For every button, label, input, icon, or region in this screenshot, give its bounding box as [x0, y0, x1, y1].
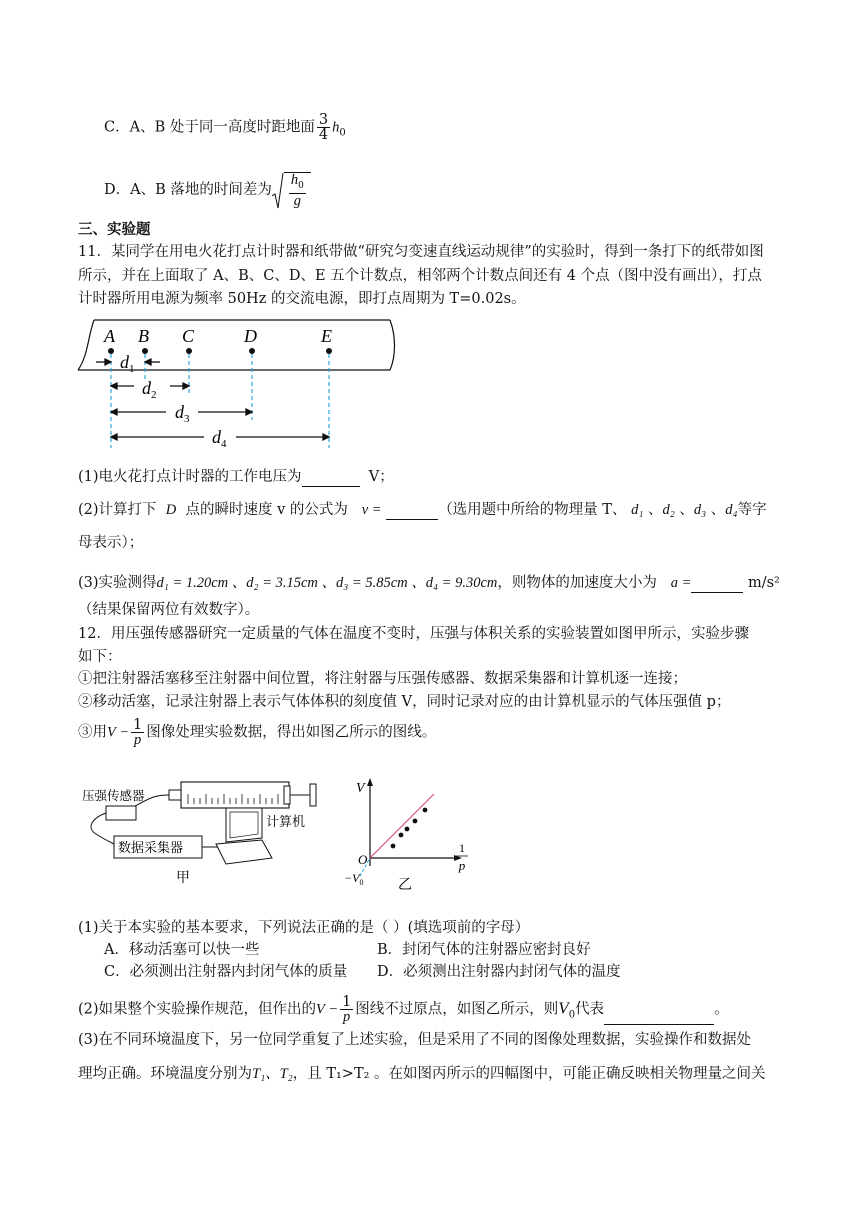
option-c: C．A、B 处于同一高度时距地面 $\frac{3}{4}$ $h_0$	[104, 112, 346, 143]
q11-line1: 11．某同学在用电火花打点计时器和纸带做“研究匀变速直线运动规律”的实验时，得到一条打下的纸带如图	[78, 244, 764, 260]
apparatus-figure-jia	[76, 778, 326, 886]
q11-sub2-line2: 母表示）；	[78, 535, 144, 551]
label-data-collector: 数据采集器	[118, 840, 184, 855]
axis-label-v: V	[356, 781, 365, 796]
q11-line3: 计时器所用电源为频率 50Hz 的交流电源，即打点周期为 T=0.02s。	[78, 291, 526, 307]
q12-sub1: (1)关于本实验的基本要求，下列说法正确的是（ ）(填选项前的字母）	[78, 920, 530, 936]
q12-sub3-line2: 理均正确。环境温度分别为T₁、T₂，且 T₁>T₂ 。在如图丙所示的四幅图中，可能正确反映相关物理量之间关	[78, 1066, 766, 1082]
q12-option-c[interactable]: C．必须测出注射器内封闭气体的质量	[104, 964, 348, 980]
option-d: D．A、B 落地的时间差为 $\frac{h_0}{g}$	[104, 172, 311, 208]
sqrt-expression: $\frac{h_0}{g}$	[272, 172, 311, 208]
label-b: B	[138, 326, 149, 346]
label-pressure-sensor: 压强传感器	[82, 789, 145, 803]
q11-sub3-line2: （结果保留两位有效数字）。	[78, 602, 260, 618]
label-a: A	[104, 326, 115, 346]
point-e	[326, 348, 332, 354]
section-title: 三、实验题	[78, 222, 151, 238]
q11-line2: 所示，并在上面取了 A、B、C、D、E 五个计数点，相邻两个计数点间还有 4 个点（图中没有画出），打点	[78, 268, 762, 284]
label-d2: $d_2$	[142, 378, 157, 401]
q12-option-d[interactable]: D．必须测出注射器内封闭气体的温度	[377, 964, 621, 980]
caption-yi: 乙	[398, 878, 412, 892]
q11-sub3: (3)实验测得d₁ = 1.20cm 、d₂ = 3.15cm 、d₃ = 5.85cm 、d₄ = 9.30cm，则物体的加速度大小为 a = m/s²	[78, 575, 780, 591]
q12-step2: ②移动活塞，记录注射器上表示气体体积的刻度值 V，同时记录对应的由计算机显示的气体压强值 p；	[78, 694, 731, 710]
point-a	[108, 348, 114, 354]
answer-blank-v0[interactable]	[604, 1024, 714, 1025]
answer-blank-acceleration[interactable]	[691, 592, 743, 593]
q11-sub2: (2)计算打下 D 点的瞬时速度 v 的公式为 v = （选用题中所给的物理量 T、 d₁ 、d₂ 、d₃ 、d₄等字	[78, 502, 767, 518]
label-d: D	[244, 326, 257, 346]
caption-jia: 甲	[176, 871, 190, 886]
label-d3: $d_3$	[175, 402, 190, 425]
label-d4: $d_4$	[212, 427, 227, 450]
label-computer: 计算机	[266, 814, 306, 829]
q12-sub3-line1: (3)在不同环境温度下，另一位同学重复了上述实验，但是采用了不同的图像处理数据，实验操作和数据处	[78, 1032, 752, 1048]
paper-tape-figure	[74, 316, 404, 451]
point-d	[249, 348, 255, 354]
q12-line1: 12．用压强传感器研究一定质量的气体在温度不变时，压强与体积关系的实验装置如图甲所示，实验步骤	[78, 626, 749, 642]
data-points	[391, 808, 428, 849]
label-e: E	[321, 326, 332, 346]
q12-step3: ③用V − $\frac{1}{p}$ 图像处理实验数据，得出如图乙所示的图线。	[78, 717, 437, 748]
fraction-three-quarters: $\frac{3}{4}$	[318, 112, 329, 143]
answer-blank-velocity[interactable]	[386, 519, 438, 520]
q12-step1: ①把注射器活塞移至注射器中间位置，将注射器与压强传感器、数据采集器和计算机逐一连接；	[78, 671, 687, 687]
graph-figure-yi	[340, 772, 480, 892]
point-c	[186, 348, 192, 354]
q12-option-a[interactable]: A．移动活塞可以快一些	[104, 942, 260, 958]
q12-option-b[interactable]: B．封闭气体的注射器应密封良好	[377, 942, 591, 958]
q12-sub2: (2)如果整个实验操作规范，但作出的V − $\frac{1}{p}$ 图线不过原点，如图乙所示，则$V_0$代表 。	[78, 994, 729, 1025]
label-c: C	[182, 326, 195, 346]
axis-label-p-den: p	[458, 858, 466, 873]
point-b	[142, 348, 148, 354]
axis-label-p-num: 1	[459, 841, 465, 855]
label-d1: $d_1$	[120, 352, 135, 375]
tape-points	[108, 348, 332, 354]
q12-line2: 如下：	[78, 649, 122, 665]
answer-blank-voltage[interactable]	[302, 486, 360, 487]
label-neg-v0: $-V_0$	[344, 871, 364, 887]
origin-label: O	[358, 852, 368, 867]
q11-sub1: (1)电火花打点计时器的工作电压为 V；	[78, 469, 394, 485]
